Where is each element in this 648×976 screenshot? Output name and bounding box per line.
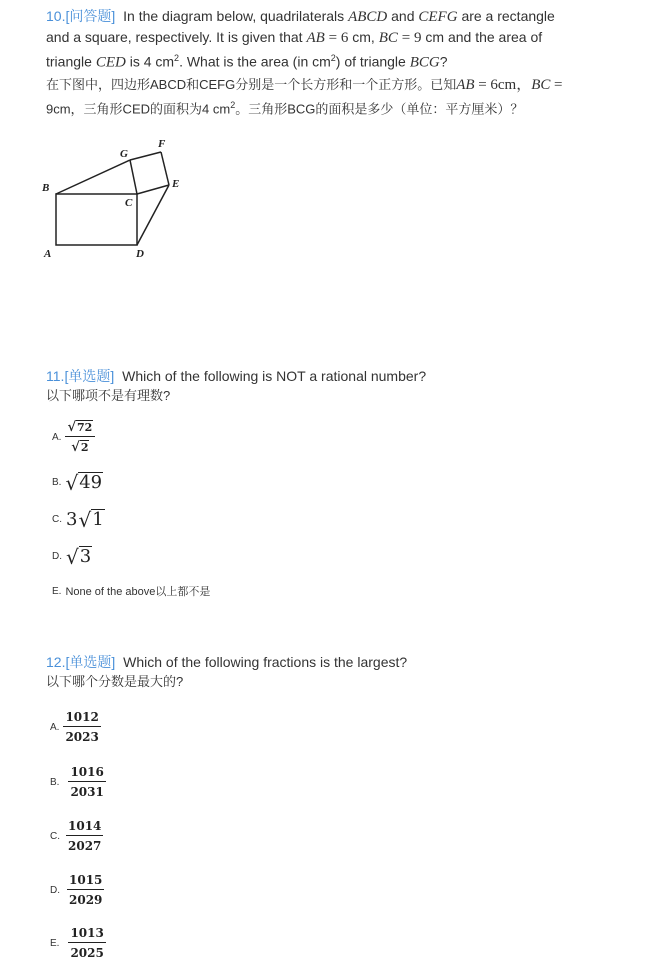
segment-ed xyxy=(137,185,169,245)
numerator: 1014 xyxy=(66,819,103,836)
question-number: 12. xyxy=(46,654,66,670)
option-a[interactable] xyxy=(52,420,95,454)
segment-gf xyxy=(130,152,161,160)
radicand: 72 xyxy=(77,421,93,434)
math-value: = 6cm， xyxy=(478,76,532,93)
option-label: A. xyxy=(52,431,62,443)
radicand: 3 xyxy=(79,546,92,567)
math-bcg: BCG xyxy=(409,54,440,71)
option-e[interactable] xyxy=(52,583,210,599)
math-value: = 6 xyxy=(328,30,349,46)
question-10-zh-line-2 xyxy=(46,95,606,119)
math-abcd: ABCD xyxy=(348,9,388,25)
question-type: [单选题] xyxy=(64,368,115,384)
label-d: D xyxy=(136,248,144,260)
option-label: E. xyxy=(50,937,60,949)
option-d[interactable]: D. √ 3 xyxy=(52,545,92,569)
label-a: A xyxy=(44,248,52,260)
option-c[interactable]: C. 3 √ 1 xyxy=(52,508,104,532)
question-text-zh: 。三角形BCG的面积是多少（单位：平方厘米）？ xyxy=(235,100,524,116)
question-number: 11. xyxy=(46,368,65,384)
question-10-line-1 xyxy=(46,6,606,27)
option-d[interactable] xyxy=(50,873,104,907)
question-12-line-1 xyxy=(46,652,606,672)
option-c[interactable] xyxy=(50,819,103,853)
superscript: 2 xyxy=(330,53,336,63)
geometry-diagram xyxy=(40,130,200,265)
option-label: C. xyxy=(52,514,62,525)
numerator: 1016 xyxy=(68,765,105,782)
math-value: = 9 xyxy=(401,30,422,46)
math-cefg: CEFG xyxy=(418,9,458,25)
segment-gc xyxy=(130,160,137,194)
question-text: triangle xyxy=(46,53,92,70)
question-text: . What is the area (in cm xyxy=(179,53,331,70)
math-ab: AB xyxy=(306,30,325,46)
radicand: 1 xyxy=(92,509,104,530)
question-10-line-2 xyxy=(46,27,606,48)
question-12 xyxy=(46,652,606,692)
option-label: E. xyxy=(52,585,62,597)
option-label: B. xyxy=(52,477,62,488)
math-value: = xyxy=(554,76,563,93)
question-text: are a rectangle xyxy=(461,8,555,24)
label-c: C xyxy=(125,197,133,209)
superscript: 2 xyxy=(230,99,236,110)
option-label: C. xyxy=(50,830,60,842)
label-f: F xyxy=(158,138,166,150)
question-text: ? xyxy=(439,53,448,70)
option-e[interactable] xyxy=(50,926,106,960)
question-text: ) of triangle xyxy=(335,53,406,70)
denominator: 2029 xyxy=(69,893,103,907)
option-label: D. xyxy=(52,551,62,562)
superscript: 2 xyxy=(174,53,180,63)
segment-fe xyxy=(161,152,169,185)
numerator: 1015 xyxy=(67,873,104,890)
option-b[interactable] xyxy=(50,765,106,799)
question-12-zh: 以下哪个分数是最大的? xyxy=(46,674,184,689)
numerator: 1012 xyxy=(63,710,100,727)
question-10-line-3 xyxy=(46,48,606,73)
option-a-fraction: √ 72 √ 2 xyxy=(65,420,95,454)
question-10-zh-line-1 xyxy=(46,75,606,95)
coefficient: 3 xyxy=(66,509,78,530)
question-type: [问答题] xyxy=(65,8,116,24)
segment-bg xyxy=(56,160,130,194)
question-text: cm, xyxy=(352,29,375,45)
numerator: 1013 xyxy=(68,926,105,943)
math-bc: BC xyxy=(531,76,551,93)
question-11 xyxy=(46,366,606,406)
label-b: B xyxy=(42,182,50,194)
question-10 xyxy=(46,6,606,119)
label-e: E xyxy=(172,178,180,190)
math-ced: CED xyxy=(95,54,126,71)
label-g: G xyxy=(120,148,128,160)
option-b[interactable]: B. √ 49 xyxy=(52,471,103,495)
question-text: Which of the following is NOT a rational number? xyxy=(122,368,427,384)
radicand: 49 xyxy=(79,472,103,493)
question-11-zh: 以下哪项不是有理数? xyxy=(46,388,171,403)
question-text: and a square, respectively. It is given that xyxy=(46,29,303,45)
question-number: 10. xyxy=(46,8,66,24)
denominator: 2025 xyxy=(70,946,104,960)
option-text: None of the above以上都不是 xyxy=(65,586,211,598)
radicand: 2 xyxy=(80,441,89,454)
question-text: and xyxy=(391,8,415,24)
denominator: 2031 xyxy=(70,785,104,799)
question-text: is 4 cm xyxy=(129,53,175,70)
question-text: Which of the following fractions is the largest? xyxy=(123,654,408,670)
question-type: [单选题] xyxy=(65,654,116,670)
question-text: In the diagram below, quadrilaterals xyxy=(123,8,345,24)
option-label: A. xyxy=(50,721,60,733)
denominator: 2023 xyxy=(65,730,99,744)
option-label: B. xyxy=(50,776,60,788)
question-11-line-1 xyxy=(46,366,606,386)
question-text-zh: 9cm，三角形CED的面积为4 cm xyxy=(46,100,231,116)
denominator: 2027 xyxy=(68,839,102,853)
math-ab: AB xyxy=(456,76,475,93)
question-text-zh: 在下图中，四边形ABCD和CEFG分别是一个长方形和一个正方形。已知 xyxy=(46,76,457,92)
math-bc: BC xyxy=(378,30,398,46)
option-a[interactable] xyxy=(50,710,101,744)
question-text: cm and the area of xyxy=(425,29,543,45)
option-label: D. xyxy=(50,884,60,896)
